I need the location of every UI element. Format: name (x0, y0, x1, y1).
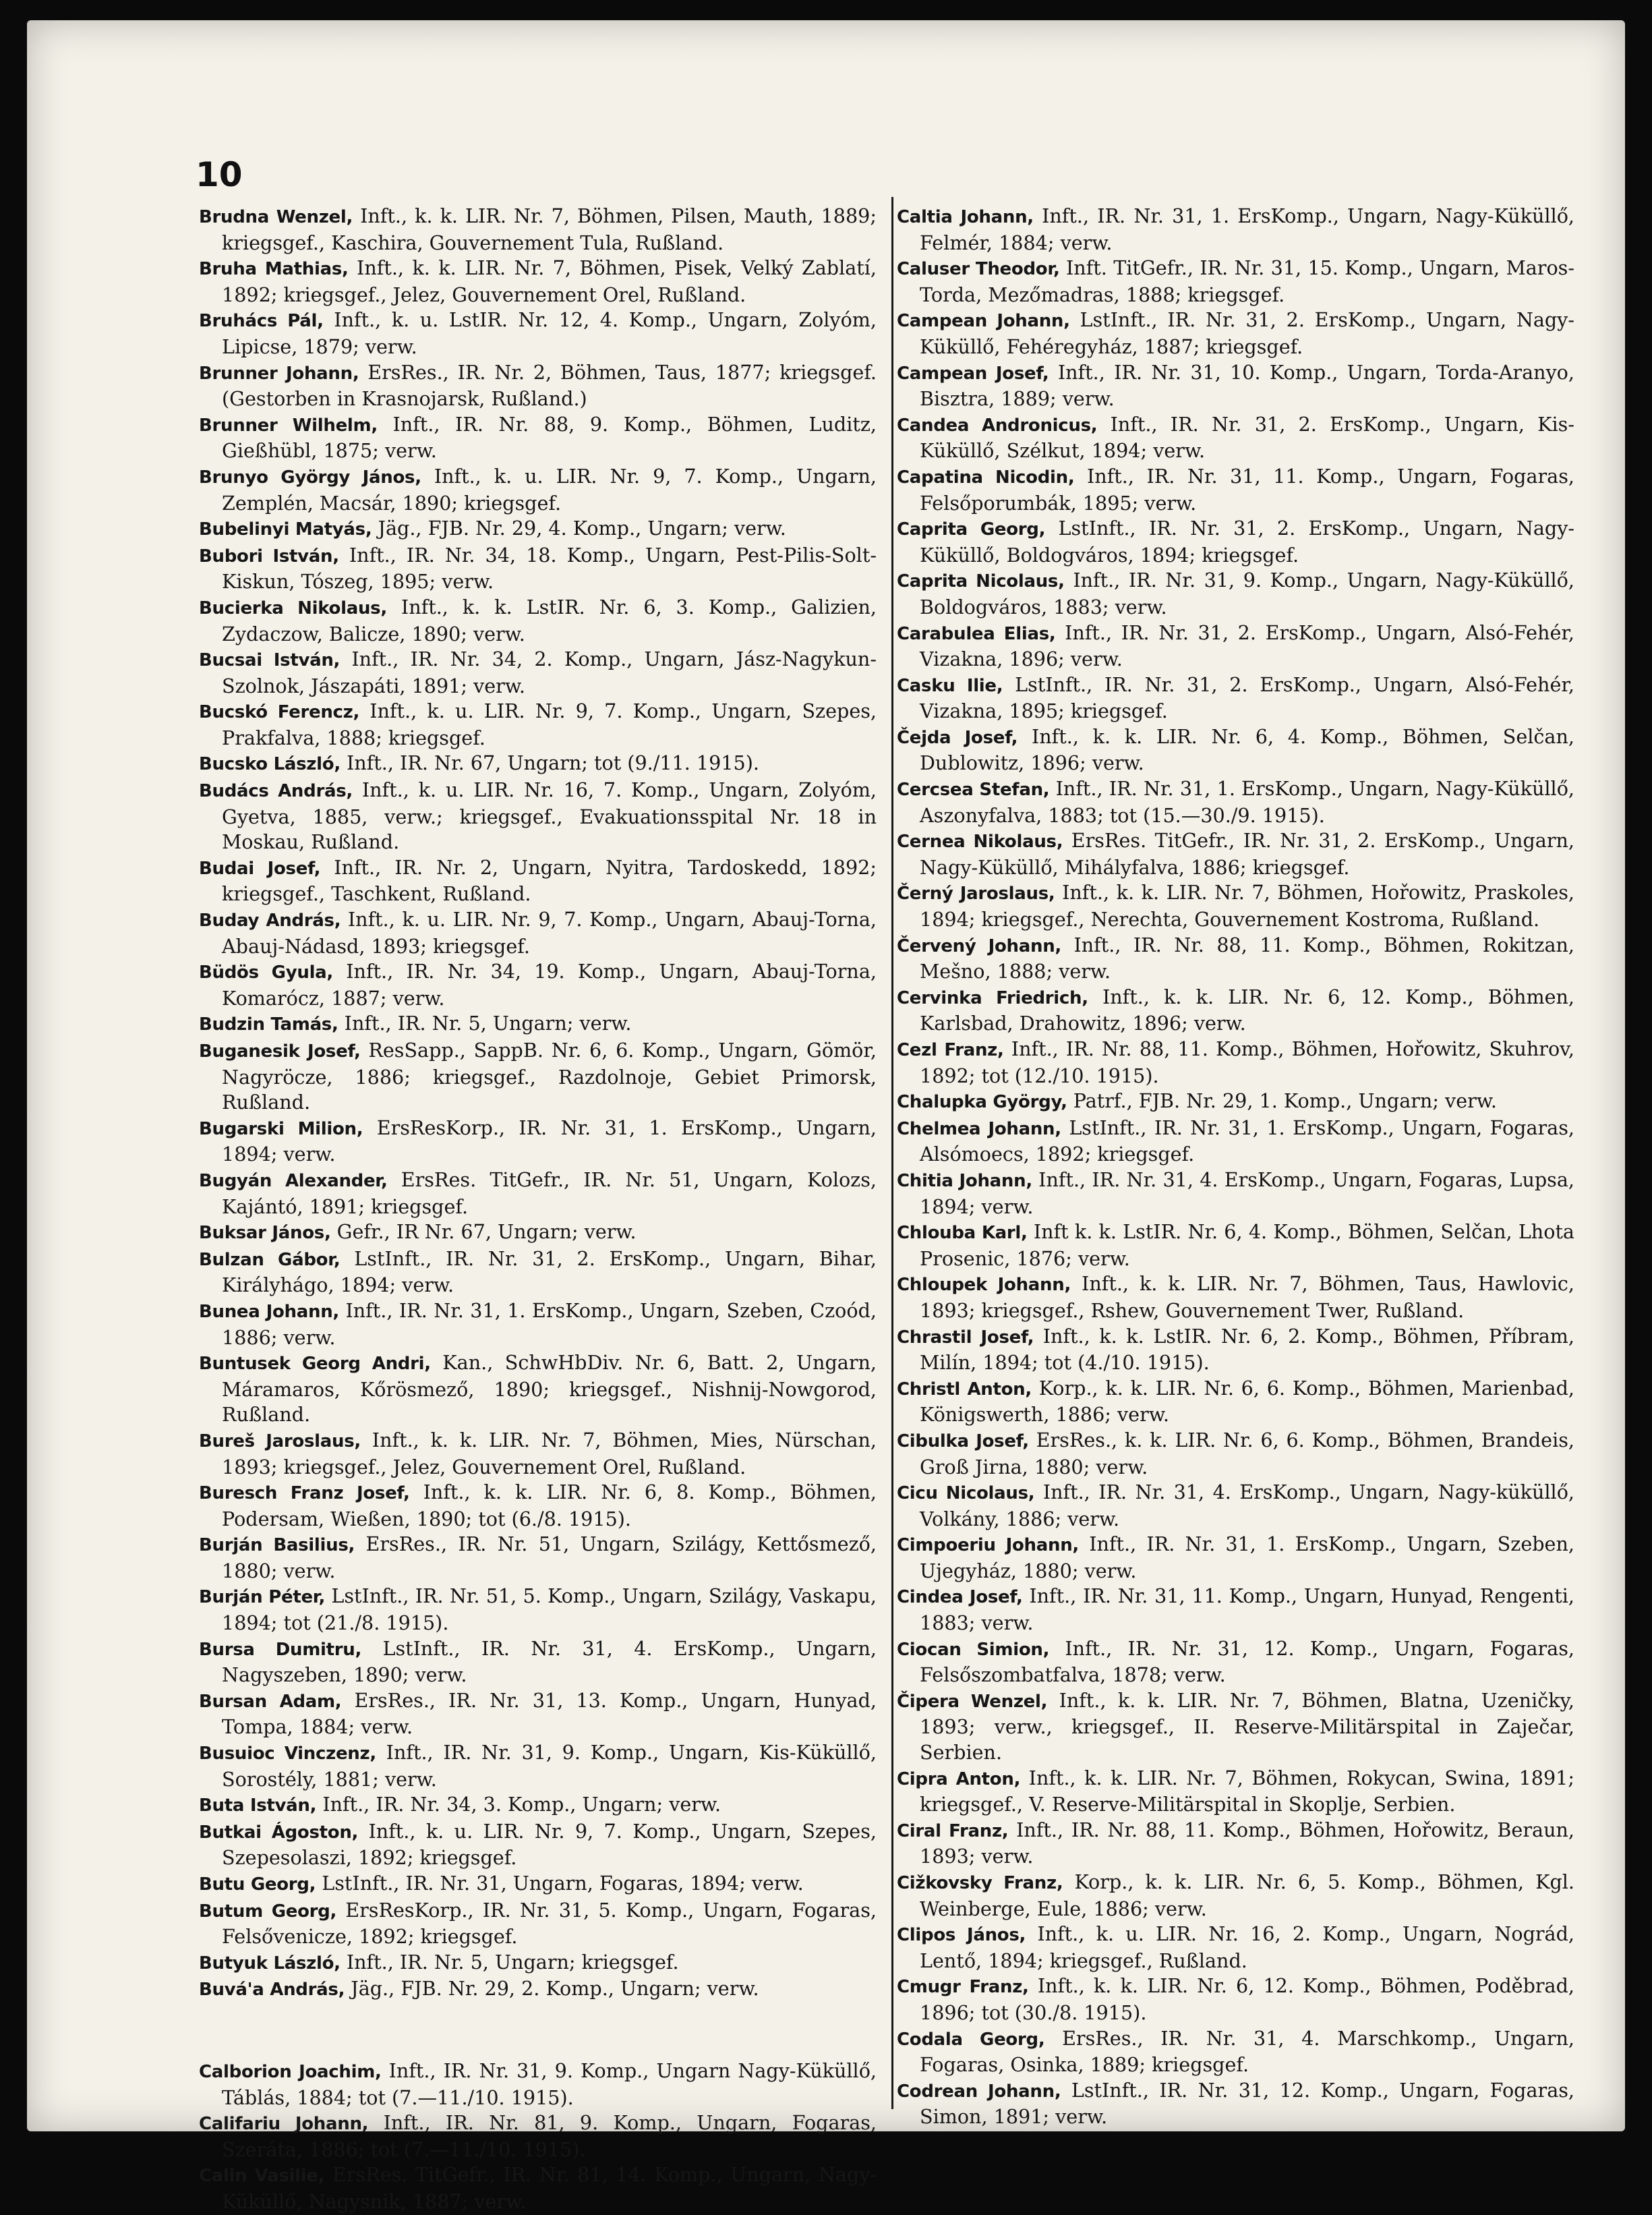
entry-details: Inft., IR. Nr. 31, 12. Komp., Ungarn, Fogaras, Felsőszombatfalva, 1878; verw. (920, 1636, 1574, 1687)
entry-details: Inft., IR. Nr. 31, 9. Komp., Ungarn, Nagy-Küküllő, Boldogváros, 1883; verw. (920, 569, 1574, 619)
entry-name: Cimpoeriu Johann, (897, 1535, 1080, 1556)
register-entry (897, 204, 1574, 256)
entry-details: Inft., IR. Nr. 5, Ungarn; verw. (344, 1012, 632, 1035)
entry-name: Čejda Josef, (897, 727, 1018, 748)
entry-details: Inft., IR. Nr. 31, 4. ErsKomp., Ungarn, Nagy-küküllő, Volkány, 1886; verw. (920, 1480, 1574, 1530)
entry-details: Inft., IR. Nr. 31, 1. ErsKomp., Ungarn, Nagy-Küküllő, Felmér, 1884; verw. (920, 204, 1575, 254)
entry-details: Inft., k. k. LIR. Nr. 7, Böhmen, Pilsen, Mauth, 1889; kriegsgef., Kaschira, Gouvernement Tula, Rußland. (222, 204, 877, 254)
entry-name: Busuioc Vinczenz, (199, 1744, 376, 1764)
entry-name: Cervinka Friedrich, (897, 987, 1088, 1008)
entry-name: Capatina Nicodin, (897, 467, 1075, 488)
entry-name: Brunner Johann, (199, 363, 359, 384)
entry-name: Casku Ilie, (897, 675, 1003, 696)
entry-details: Inft., IR. Nr. 88, 11. Komp., Böhmen, Hořowitz, Skuhrov, 1892; tot (12./10. 1915). (920, 1037, 1575, 1087)
register-entry (199, 1898, 877, 1950)
entry-details: Inft., IR. Nr. 31, 2. ErsKomp., Ungarn, Alsó-Fehér, Vizakna, 1896; verw. (920, 621, 1574, 671)
entry-details: Inft., IR. Nr. 31, 1. ErsKomp., Ungarn, Szeben, Ujegyház, 1880; verw. (920, 1532, 1574, 1582)
register-entry (897, 1532, 1574, 1584)
entry-name: Cipra Anton, (897, 1768, 1021, 1789)
entry-details: LstInft., IR. Nr. 31, 4. ErsKomp., Ungarn, Nagyszeben, 1890; verw. (222, 1636, 877, 1687)
entry-name: Brunyo György János, (199, 467, 421, 488)
register-entry (199, 1532, 877, 1584)
entry-details: ErsRes., IR. Nr. 51, Ungarn, Szilágy, Kettősmező, 1880; verw. (222, 1532, 877, 1582)
register-entry (897, 1219, 1574, 1271)
register-entry (199, 1976, 877, 2003)
entry-name: Brunner Wilhelm, (199, 415, 378, 436)
entry-details: Inft., k. u. LIR. Nr. 16, 7. Komp., Ungarn, Zolyóm, Gyetva, 1885, verw.; kriegsgef., Evakuationsspital Nr. 18 in Moskau, Rußland. (222, 778, 877, 854)
right-column (897, 204, 1574, 2130)
entry-name: Ciral Franz, (897, 1820, 1009, 1841)
entry-details: Inft., k. k. LIR. Nr. 6, 12. Komp., Böhmen, Poděbrad, 1896; tot (30./8. 1915). (920, 1974, 1574, 2024)
entry-name: Ciocan Simion, (897, 1639, 1050, 1660)
entry-details: Inft., IR. Nr. 31, 11. Komp., Ungarn, Fogaras, Felsőporumbák, 1895; verw. (920, 464, 1574, 515)
register-entry (897, 1428, 1574, 1480)
entry-details: Inft., IR. Nr. 5, Ungarn; kriegsgef. (346, 1950, 679, 1974)
register-entry (199, 959, 877, 1011)
entry-details: ErsRes. TitGefr., IR. Nr. 31, 2. ErsKomp., Ungarn, Nagy-Küküllő, Mihályfalva, 1886; kriegsgef. (920, 829, 1574, 879)
register-entry (199, 1116, 877, 1168)
entry-name: Červený Johann, (897, 936, 1061, 956)
entry-name: Burján Péter, (199, 1587, 326, 1608)
register-entry (897, 360, 1574, 412)
register-entry (199, 1636, 877, 1688)
register-entry (199, 1688, 877, 1740)
page (27, 20, 1625, 2213)
register-entry (199, 464, 877, 516)
register-entry (897, 1168, 1574, 1219)
entry-name: Buntusek Georg Andri, (199, 1354, 431, 1375)
entry-details: LstInft., IR. Nr. 31, Ungarn, Fogaras, 1894; verw. (322, 1872, 804, 1895)
entry-details: Inft., IR. Nr. 31, 9. Komp., Ungarn Nagy-Küküllő, Táblás, 1884; tot (7.—11./10. 1915). (222, 2059, 877, 2109)
register-entry (199, 595, 877, 647)
entry-details: ErsRes., IR. Nr. 2, Böhmen, Taus, 1877; kriegsgef. (Gestorben in Krasnojarsk, Rußland.) (222, 360, 877, 411)
register-entry (199, 1298, 877, 1350)
entry-name: Burján Basilius, (199, 1535, 355, 1556)
register-entry (199, 1950, 877, 1977)
register-entry (897, 568, 1574, 620)
entry-name: Butu Georg, (199, 1874, 316, 1895)
entry-name: Budzin Tamás, (199, 1014, 338, 1035)
register-entry (897, 1116, 1574, 1168)
left-column (199, 204, 877, 2215)
register-entry (199, 2162, 877, 2214)
section-gap (199, 2003, 877, 2059)
register-entry (897, 1037, 1574, 1089)
entry-details: Inft., IR. Nr. 88, 11. Komp., Böhmen, Rokitzan, Mešno, 1888; verw. (920, 933, 1574, 983)
entry-name: Cibulka Josef, (897, 1431, 1029, 1451)
entry-details: Inft., IR. Nr. 31, 4. ErsKomp., Ungarn, Fogaras, Lupsa, 1894; verw. (920, 1168, 1574, 1218)
entry-name: Chitia Johann, (897, 1170, 1032, 1191)
entry-name: Buvá'a András, (199, 1980, 345, 2001)
entry-details: LstInft., IR. Nr. 31, 2. ErsKomp., Ungarn, Nagy-Küküllő, Fehéregyház, 1887; kriegsgef. (920, 308, 1575, 358)
register-entry (897, 724, 1574, 776)
entry-name: Cezl Franz, (897, 1040, 1004, 1060)
entry-details: Inft., IR. Nr. 67, Ungarn; tot (9./11. 1915). (347, 751, 759, 775)
register-entry (199, 907, 877, 959)
entry-details: Inft., IR. Nr. 88, 11. Komp., Böhmen, Hořowitz, Beraun, 1893; verw. (920, 1818, 1574, 1868)
register-entry (897, 880, 1574, 932)
register-entry (199, 516, 877, 543)
register-entry (897, 1922, 1574, 1974)
entry-details: Jäg., FJB. Nr. 29, 2. Komp., Ungarn; verw. (351, 1977, 759, 2001)
register-entry (897, 1376, 1574, 1428)
entry-details: Inft., k. u. LIR. Nr. 16, 2. Komp., Ungarn, Nográd, Lentő, 1894; kriegsgef., Rußland. (920, 1922, 1574, 1972)
register-entry (199, 1350, 877, 1428)
entry-name: Christl Anton, (897, 1379, 1032, 1400)
entry-details: Patrf., FJB. Nr. 29, 1. Komp., Ungarn; verw. (1073, 1089, 1497, 1113)
register-entry (897, 1818, 1574, 1870)
register-entry (199, 2059, 877, 2110)
register-entry (199, 855, 877, 907)
entry-name: Codrean Johann, (897, 2081, 1061, 2102)
page-number: 10 (196, 155, 243, 194)
entry-name: Chrastil Josef, (897, 1327, 1034, 1348)
entry-details: Korp., k. k. LIR. Nr. 6, 6. Komp., Böhmen, Marienbad, Königswerth, 1886; verw. (920, 1376, 1574, 1427)
register-entry (199, 2110, 877, 2162)
register-entry (199, 1819, 877, 1871)
register-entry (897, 1324, 1574, 1376)
entry-details: Inft., k. k. LIR. Nr. 7, Böhmen, Hořowitz, Praskoles, 1894; kriegsgef., Nerechta, Gouvernement Kostroma, Rußland. (920, 881, 1574, 931)
entry-details: ErsRes., IR. Nr. 31, 4. Marschkomp., Ungarn, Fogaras, Osinka, 1889; kriegsgef. (920, 2026, 1574, 2077)
entry-name: Bubori István, (199, 546, 339, 567)
register-entry (199, 1038, 877, 1116)
register-entry (897, 256, 1574, 308)
entry-name: Bursa Dumitru, (199, 1639, 362, 1660)
entry-details: Inft., IR. Nr. 2, Ungarn, Nyitra, Tardoskedd, 1892; kriegsgef., Taschkent, Rußland. (222, 855, 877, 906)
entry-details: Inft., k. u. LIR. Nr. 9, 7. Komp., Ungarn, Abauj-Torna, Abauj-Nádasd, 1893; kriegsgef. (222, 908, 877, 958)
entry-name: Candea Andronicus, (897, 415, 1098, 436)
register-entry (897, 985, 1574, 1037)
entry-details: LstInft., IR. Nr. 51, 5. Komp., Ungarn, Szilágy, Vaskapu, 1894; tot (21./8. 1915). (222, 1584, 877, 1635)
register-entry (199, 1011, 877, 1038)
entry-details: LstInft., IR. Nr. 31, 12. Komp., Ungarn, Fogaras, Simon, 1891; verw. (920, 2078, 1575, 2129)
register-entry (897, 1271, 1574, 1323)
entry-name: Clipos János, (897, 1925, 1026, 1946)
entry-details: ErsRes., IR. Nr. 31, 13. Komp., Ungarn, Hunyad, Tompa, 1884; verw. (222, 1688, 877, 1739)
entry-details: Inft., IR. Nr. 31, 11. Komp., Ungarn, Hunyad, Rengenti, 1883; verw. (920, 1584, 1574, 1635)
entry-name: Chalupka György, (897, 1092, 1067, 1113)
register-entry (199, 1246, 877, 1298)
entry-name: Califariu Johann, (199, 2114, 369, 2135)
entry-name: Cicu Nicolaus, (897, 1483, 1035, 1504)
register-entry (199, 1219, 877, 1246)
entry-name: Campean Josef, (897, 363, 1049, 384)
register-entry (199, 1168, 877, 1219)
entry-details: Inft., IR. Nr. 31, 1. ErsKomp., Ungarn, Nagy-Küküllő, Aszonyfalva, 1883; tot (15.—30./9. 1915). (920, 777, 1575, 827)
entry-details: Kan., SchwHbDiv. Nr. 6, Batt. 2, Ungarn, Máramaros, Kőrösmező, 1890; kriegsgef., Nishnij-Nowgorod, Rußland. (222, 1351, 877, 1427)
entry-details: ErsResKorp., IR. Nr. 31, 5. Komp., Ungarn, Fogaras, Felsővenicze, 1892; kriegsgef. (222, 1898, 877, 1949)
register-entry (199, 647, 877, 699)
entry-details: ErsRes., k. k. LIR. Nr. 6, 6. Komp., Böhmen, Brandeis, Groß Jirna, 1880; verw. (920, 1428, 1574, 1478)
entry-name: Chloupek Johann, (897, 1275, 1071, 1296)
register-entry (897, 1766, 1574, 1818)
entry-details: Jäg., FJB. Nr. 29, 4. Komp., Ungarn; verw. (378, 517, 786, 540)
column-divider (891, 197, 893, 2109)
entry-name: Bruhács Pál, (199, 311, 324, 332)
entry-name: Carabulea Elias, (897, 623, 1056, 644)
register-entry (897, 308, 1574, 359)
register-entry (897, 2026, 1574, 2078)
entry-name: Černý Jaroslaus, (897, 884, 1055, 904)
entry-details: Inft., IR. Nr. 34, 18. Komp., Ungarn, Pest-Pilis-Solt-Kiskun, Tószeg, 1895; verw. (222, 543, 877, 594)
entry-details: Inft., IR. Nr. 81, 9. Komp., Ungarn, Fogaras, Szeráta, 1886; tot (7.—11./10. 1915). (222, 2111, 877, 2161)
entry-name: Caluser Theodor, (897, 259, 1060, 280)
entry-name: Bubelinyi Matyás, (199, 519, 372, 540)
register-entry (897, 828, 1574, 880)
entry-name: Caltia Johann, (897, 207, 1034, 227)
entry-details: Inft., k. k. LstIR. Nr. 6, 3. Komp., Galizien, Zydaczow, Balicze, 1890; verw. (222, 595, 877, 645)
register-entry (199, 1792, 877, 1819)
entry-details: Inft., k. k. LIR. Nr. 7, Böhmen, Rokycan, Swina, 1891; kriegsgef., V. Reserve-Militärspital in Skoplje, Serbien. (920, 1766, 1574, 1816)
entry-name: Bugyán Alexander, (199, 1170, 388, 1191)
entry-name: Calborion Joachim, (199, 2061, 382, 2082)
entry-details: Inft., k. u. LstIR. Nr. 12, 4. Komp., Ungarn, Zolyóm, Lipicse, 1879; verw. (222, 308, 877, 358)
register-entry (897, 1089, 1574, 1116)
register-entry (199, 308, 877, 359)
register-entry (897, 464, 1574, 516)
register-entry (897, 516, 1574, 568)
register-entry (199, 751, 877, 778)
entry-name: Buday András, (199, 911, 341, 931)
entry-name: Budács András, (199, 781, 353, 802)
entry-name: Bursan Adam, (199, 1691, 342, 1712)
entry-details: Inft., k. k. LIR. Nr. 6, 4. Komp., Böhmen, Selčan, Dublowitz, 1896; verw. (920, 724, 1574, 775)
entry-details: Inft., k. k. LstIR. Nr. 6, 2. Komp., Böhmen, Příbram, Milín, 1894; tot (4./10. 1915). (920, 1324, 1574, 1375)
register-entry (897, 1870, 1574, 1922)
entry-name: Bucierka Nikolaus, (199, 598, 387, 619)
register-entry (199, 1480, 877, 1532)
register-entry (199, 1428, 877, 1480)
entry-name: Campean Johann, (897, 311, 1070, 332)
entry-details: Inft., k. k. LIR. Nr. 7, Böhmen, Mies, Nürschan, 1893; kriegsgef., Jelez, Gouvernement Orel, Rußland. (222, 1428, 877, 1478)
entry-name: Bucsai István, (199, 650, 341, 671)
entry-name: Bureš Jaroslaus, (199, 1431, 361, 1451)
entry-name: Büdös Gyula, (199, 962, 334, 983)
register-entry (897, 933, 1574, 985)
entry-name: Cmugr Franz, (897, 1977, 1029, 1998)
entry-details: Inft., IR. Nr. 88, 9. Komp., Böhmen, Luditz, Gießhübl, 1875; verw. (222, 412, 877, 463)
entry-details: Inft., k. k. LIR. Nr. 7, Böhmen, Blatna, Uzeničky, 1893; verw., kriegsgef., II. Reserve-Militärspital in Zaječar, Serbien. (920, 1688, 1575, 1764)
entry-name: Buganesik Josef, (199, 1041, 361, 1062)
entry-name: Bucsko László, (199, 754, 341, 775)
entry-name: Caprita Nicolaus, (897, 571, 1065, 592)
register-entry (897, 672, 1574, 724)
register-entry (897, 1688, 1574, 1766)
entry-name: Čipera Wenzel, (897, 1691, 1048, 1712)
entry-name: Calin Vasilie, (199, 2166, 325, 2187)
entry-name: Chelmea Johann, (897, 1118, 1061, 1139)
register-entry (897, 1584, 1574, 1636)
entry-name: Butyuk László, (199, 1953, 341, 1974)
entry-details: Inft., k. u. LIR. Nr. 9, 7. Komp., Ungarn, Zemplén, Macsár, 1890; kriegsgef. (222, 464, 877, 515)
entry-name: Brudna Wenzel, (199, 207, 353, 227)
register-entry (199, 360, 877, 412)
register-entry (897, 412, 1574, 464)
entry-details: Inft., IR. Nr. 31, 10. Komp., Ungarn, Torda-Aranyo, Bisztra, 1889; verw. (920, 360, 1574, 411)
entry-details: Inft., k. u. LIR. Nr. 9, 7. Komp., Ungarn, Szepes, Szepesolaszi, 1892; kriegsgef. (222, 1819, 877, 1870)
register-entry (199, 1584, 877, 1636)
register-entry (199, 699, 877, 751)
register-entry (897, 776, 1574, 828)
entry-details: ErsResKorp., IR. Nr. 31, 1. ErsKomp., Ungarn, 1894; verw. (222, 1116, 877, 1166)
entry-name: Buksar János, (199, 1223, 331, 1244)
entry-details: LstInft., IR. Nr. 31, 2. ErsKomp., Ungarn, Alsó-Fehér, Vizakna, 1895; kriegsgef. (920, 672, 1574, 723)
register-entry (897, 1480, 1574, 1532)
register-entry (199, 256, 877, 308)
entry-name: Buresch Franz Josef, (199, 1483, 410, 1504)
register-entry (199, 778, 877, 855)
entry-name: Cercsea Stefan, (897, 780, 1050, 801)
entry-name: Budai Josef, (199, 858, 321, 879)
entry-name: Bulzan Gábor, (199, 1249, 341, 1270)
entry-details: Inft., k. k. LIR. Nr. 6, 12. Komp., Böhmen, Karlsbad, Drahowitz, 1896; verw. (920, 985, 1574, 1035)
entry-name: Caprita Georg, (897, 519, 1046, 540)
entry-details: Inft. TitGefr., IR. Nr. 31, 15. Komp., Ungarn, Maros-Torda, Mezőmadras, 1888; kriegsgef. (920, 256, 1575, 306)
entry-name: Butkai Ágoston, (199, 1822, 359, 1843)
register-entry (897, 1974, 1574, 2025)
entry-details: ErsRes. TitGefr., IR. Nr. 51, Ungarn, Kolozs, Kajántó, 1891; kriegsgef. (222, 1168, 877, 1218)
entry-details: LstInft., IR. Nr. 31, 2. ErsKomp., Ungarn, Bihar, Királyhágo, 1894; verw. (222, 1246, 877, 1297)
entry-name: Bucskó Ferencz, (199, 702, 360, 723)
entry-details: Inft., k. u. LIR. Nr. 9, 7. Komp., Ungarn, Szepes, Prakfalva, 1888; kriegsgef. (222, 699, 877, 749)
entry-details: Inft., IR. Nr. 34, 2. Komp., Ungarn, Jász-Nagykun-Szolnok, Jászapáti, 1891; verw. (222, 648, 877, 697)
entry-details: Inft., IR. Nr. 31, 1. ErsKomp., Ungarn, Szeben, Czoód, 1886; verw. (222, 1298, 877, 1349)
entry-name: Bruha Mathias, (199, 259, 349, 280)
entry-details: Inft., IR. Nr. 31, 2. ErsKomp., Ungarn, Kis-Küküllő, Szélkut, 1894; verw. (920, 412, 1575, 463)
entry-name: Codala Georg, (897, 2029, 1045, 2050)
entry-details: Inft., k. k. LIR. Nr. 6, 8. Komp., Böhmen, Podersam, Wießen, 1890; tot (6./8. 1915). (222, 1480, 877, 1530)
register-entry (199, 204, 877, 256)
entry-name: Bunea Johann, (199, 1301, 340, 1322)
register-entry (199, 1740, 877, 1792)
entry-details: Inft k. k. LstIR. Nr. 6, 4. Komp., Böhmen, Selčan, Lhota Prosenic, 1876; verw. (920, 1220, 1574, 1270)
register-entry (199, 1871, 877, 1898)
register-entry (199, 412, 877, 464)
register-entry (897, 621, 1574, 672)
register-entry (199, 543, 877, 595)
entry-details: Inft., k. k. LIR. Nr. 7, Böhmen, Taus, Hawlovic, 1893; kriegsgef., Rshew, Gouvernement Twer, Rußland. (920, 1272, 1574, 1322)
register-entry (897, 1636, 1574, 1688)
entry-details: Inft., k. k. LIR. Nr. 7, Böhmen, Pisek, Velký Zablatí, 1892; kriegsgef., Jelez, Gouvernement Orel, Rußland. (222, 256, 877, 306)
entry-details: Inft., IR. Nr. 31, 9. Komp., Ungarn, Kis-Küküllő, Sorostély, 1881; verw. (222, 1741, 877, 1791)
entry-name: Chlouba Karl, (897, 1223, 1028, 1244)
entry-name: Cindea Josef, (897, 1587, 1023, 1608)
entry-name: Cernea Nikolaus, (897, 832, 1063, 853)
entry-details: LstInft., IR. Nr. 31, 1. ErsKomp., Ungarn, Fogaras, Alsómoecs, 1892; kriegsgef. (920, 1116, 1574, 1166)
entry-name: Bugarski Milion, (199, 1118, 363, 1139)
entry-details: Inft., IR. Nr. 34, 19. Komp., Ungarn, Abauj-Torna, Komarócz, 1887; verw. (222, 960, 877, 1010)
entry-details: ErsRes. TitGefr., IR. Nr. 81, 14. Komp., Ungarn, Nagy-Küküllő, Nagysnik, 1887; verw. (222, 2163, 877, 2213)
register-entry (897, 2078, 1574, 2130)
entry-details: Korp., k. k. LIR. Nr. 6, 5. Komp., Böhmen, Kgl. Weinberge, Eule, 1886; verw. (920, 1870, 1575, 1920)
entry-name: Butum Georg, (199, 1901, 337, 1922)
entry-details: ResSapp., SappB. Nr. 6, 6. Komp., Ungarn, Gömör, Nagyröcze, 1886; kriegsgef., Razdolnoje, Gebiet Primorsk, Rußland. (222, 1039, 877, 1114)
entry-name: Cižkovsky Franz, (897, 1873, 1063, 1893)
entry-name: Buta István, (199, 1795, 317, 1816)
entry-details: Inft., IR. Nr. 34, 3. Komp., Ungarn; verw. (322, 1793, 721, 1816)
entry-details: LstInft., IR. Nr. 31, 2. ErsKomp., Ungarn, Nagy-Küküllő, Boldogváros, 1894; kriegsgef. (920, 517, 1575, 567)
entry-details: Gefr., IR Nr. 67, Ungarn; verw. (336, 1220, 637, 1244)
